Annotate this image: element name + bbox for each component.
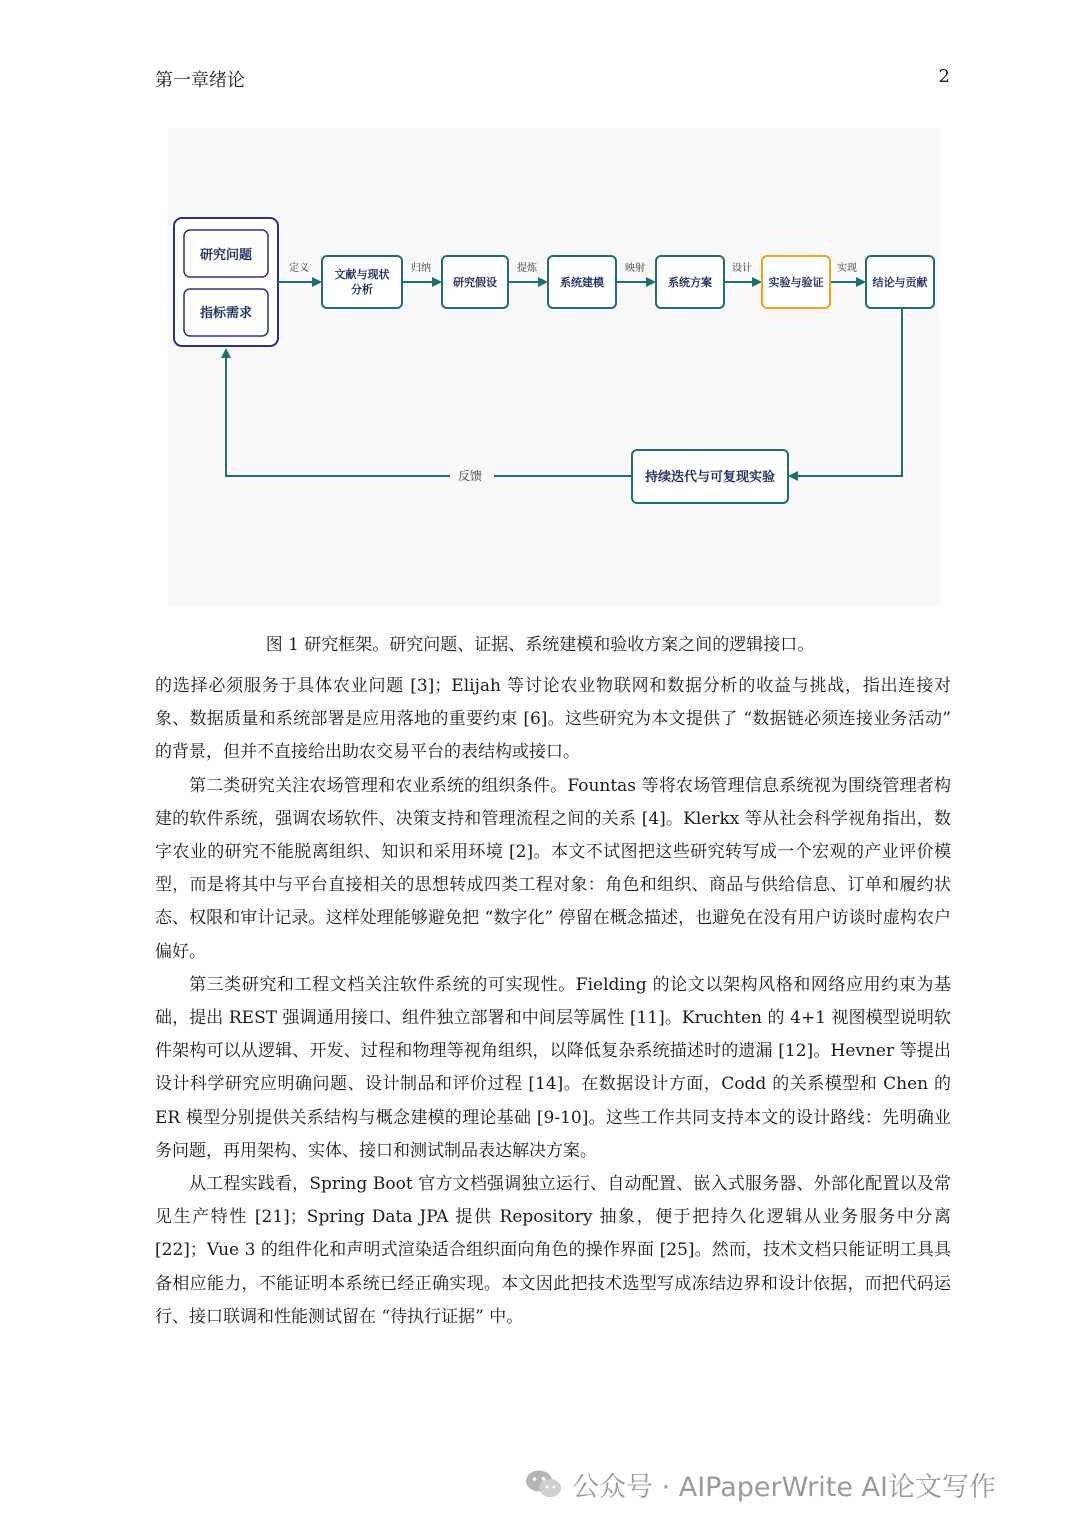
watermark-text: 公众号 · AIPaperWrite AI论文写作: [572, 1471, 996, 1503]
edge-label: 提炼: [517, 263, 537, 274]
node-label-line: 实验与验证: [768, 276, 824, 289]
node-label-line: 研究假设: [453, 276, 497, 289]
node-iteration-reproducible-experiment: [632, 450, 788, 503]
feedback-box-label: 持续迭代与可复现实验: [644, 470, 776, 485]
wechat-icon: [524, 1468, 564, 1500]
figure-caption: 图 1 研究框架。研究问题、证据、系统建模和验收方案之间的逻辑接口。: [265, 635, 815, 655]
group-item-label: 研究问题: [199, 248, 253, 263]
chapter-title: 第一章绪论: [155, 70, 245, 91]
node-label-line: 系统建模: [560, 276, 604, 289]
edge-label: 实现: [837, 263, 857, 274]
paragraph: 从工程实践看，Spring Boot 官方文档强调独立运行、自动配置、嵌入式服务器、外部化配置以及常见生产特性 [21]；Spring Data JPA 提供 Repository 抽象，便于把持久化逻辑从业务服务中分离 [22]；Vue 3 的组件化和声明式渲染适合组织面向角色的操作界面 [25]。然而，技术文档只能证明工具具备相应能力，不能证明本系统已经正确实现。本文因此把技术选型写成冻结边界和设计依据，而把代码运行、接口联调和性能测试留在 “待执行证据” 中。: [155, 1174, 951, 1327]
node-label-line: 分析: [351, 283, 373, 296]
edge-label: 定义: [289, 263, 309, 274]
group-item-research-question: [184, 230, 268, 277]
paragraph: 第三类研究和工程文档关注软件系统的可实现性。Fielding 的论文以架构风格和网络应用约束为基础，提出 REST 强调通用接口、组件独立部署和中间层等属性 [11]。Kruchten 的 4+1 视图模型说明软件架构可以从逻辑、开发、过程和物理等视角组织，以降低复杂系统描述时的遗漏 [12]。Hevner 等提出设计科学研究应明确问题、设计制品和评价过程 [14]。在数据设计方面，Codd 的关系模型和 Chen 的 ER 模型分别提供关系结构与概念建模的理论基础 [9-10]。这些工作共同支持本文的设计路线：先明确业务问题，再用架构、实体、接口和测试制品表达解决方案。: [155, 974, 951, 1161]
node-system-plan: [656, 256, 724, 308]
edge-label: 设计: [732, 263, 752, 274]
edge-label: 映射: [625, 263, 645, 274]
watermark: [524, 1462, 996, 1506]
node-literature-analysis: [322, 256, 402, 308]
body-text: [155, 670, 951, 1334]
paragraph: 第二类研究关注农场管理和农业系统的组织条件。Fountas 等将农场管理信息系统视为围绕管理者构建的软件系统，强调农场软件、决策支持和管理流程之间的关系 [4]。Klerkx 等从社会科学视角指出，数字农业的研究不能脱离组织、知识和采用环境 [2]。本文不试图把这些研究转写成一个宏观的产业评价模型，而是将其中与平台直接相关的思想转成四类工程对象：角色和组织、商品与供给信息、订单和履约状态、权限和审计记录。这样处理能够避免把 “数字化” 停留在概念描述，也避免在没有用户访谈时虚构农户偏好。: [155, 775, 951, 962]
node-experiment-validation: [762, 256, 830, 308]
research-framework-figure: [0, 0, 1080, 620]
node-label-line: 系统方案: [668, 276, 712, 289]
page-number: 2: [938, 66, 950, 87]
node-label-line: 结论与贡献: [872, 276, 928, 289]
node-conclusion-contribution: [866, 256, 934, 308]
node-research-hypothesis: [442, 256, 508, 308]
edge-label: 归纳: [411, 263, 431, 274]
node-system-modeling: [548, 256, 616, 308]
feedback-arrow-return: [226, 350, 632, 476]
paragraph: 的选择必须服务于具体农业问题 [3]；Elijah 等讨论农业物联网和数据分析的收益与挑战，指出连接对象、数据质量和系统部署是应用落地的重要约束 [6]。这些研究为本文提供了 “数据链必须连接业务活动” 的背景，但并不直接给出助农交易平台的表结构或接口。: [155, 676, 951, 763]
node-label-line: 文献与现状: [334, 268, 390, 281]
group-item-metric-requirements: [184, 289, 268, 336]
group-item-label: 指标需求: [199, 306, 253, 321]
feedback-label: 反馈: [457, 469, 483, 483]
feedback-arrow-down: [790, 308, 902, 476]
